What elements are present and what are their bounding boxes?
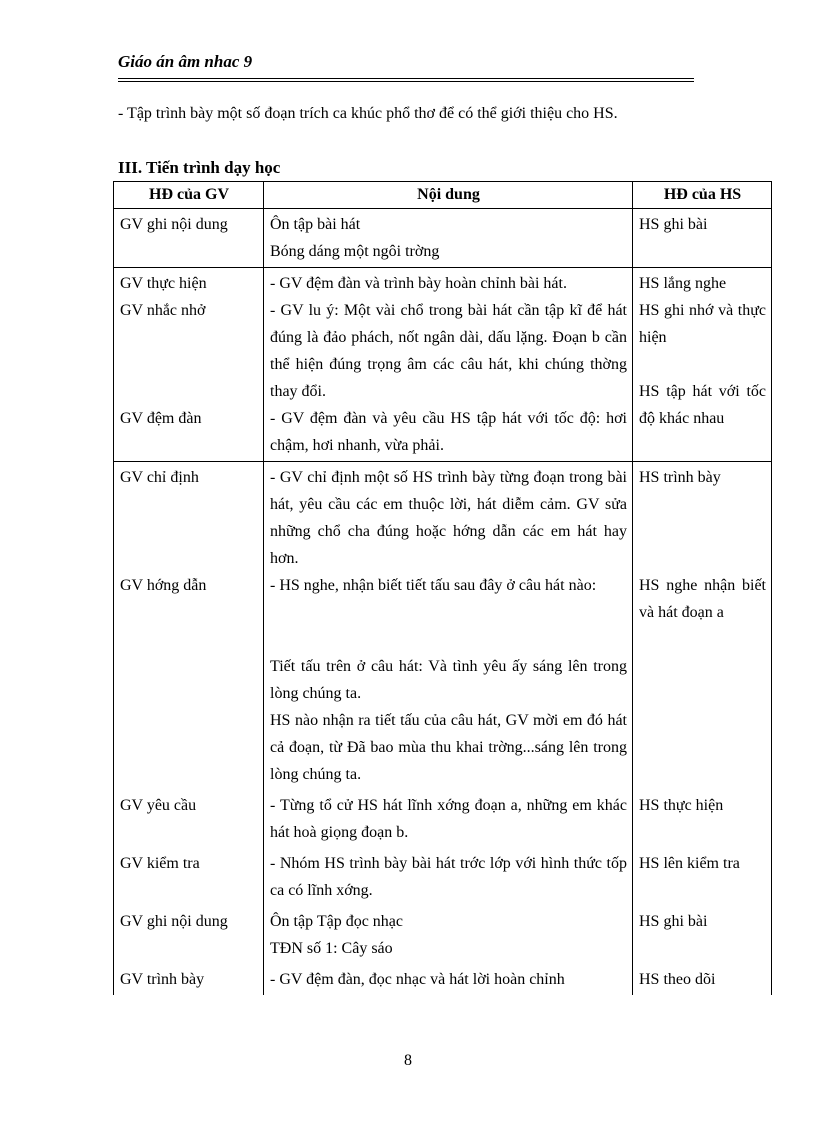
hs-text: HS lên kiểm tra — [639, 855, 740, 872]
hs-cell — [633, 268, 772, 462]
table-row — [114, 848, 772, 906]
content-text: Bóng dáng một ngôi trờng — [270, 243, 440, 260]
gv-cell — [114, 964, 264, 995]
table-row — [114, 964, 772, 995]
hs-text: HS ghi nhớ và thực hiện — [639, 302, 766, 346]
content-text: HS nào nhận ra tiết tấu của câu hát, GV mời em đó hát cả đoạn, từ Đã bao mùa thu khai trờng...sáng lên trong lòng chúng ta. — [270, 712, 627, 783]
lesson-table — [113, 181, 772, 995]
content-text: - GV chỉ định một số HS trình bày từng đoạn trong bài hát, yêu cầu các em thuộc lời, hát diễm cảm. GV sửa những chổ cha đúng hoặc hớng dẫn các em hát hay hơn. — [270, 469, 627, 567]
gv-text: GV trình bày — [120, 971, 205, 988]
gv-text: GV nhắc nhở — [120, 302, 206, 319]
content-cell — [264, 462, 633, 791]
hs-text: HS nghe nhận biết và hát đoạn a — [639, 577, 766, 621]
content-text: - GV đệm đàn và trình bày hoàn chỉnh bài hát. — [270, 275, 567, 292]
table-row — [114, 906, 772, 964]
header-hs: HĐ của HS — [633, 182, 772, 209]
table-row — [114, 790, 772, 848]
header-title: Giáo án âm nhac 9 — [118, 52, 253, 71]
hs-cell — [633, 906, 772, 964]
header-gv: HĐ của GV — [114, 182, 264, 209]
page-number: 8 — [404, 1052, 412, 1069]
hs-spacer — [639, 491, 766, 572]
hs-text: HS ghi bài — [639, 913, 708, 930]
content-text: - GV đệm đàn, đọc nhạc và hát lời hoàn chỉnh — [270, 971, 565, 988]
section-title: III. Tiến trình dạy học — [118, 158, 281, 177]
gv-cell — [114, 268, 264, 462]
hs-text: HS trình bày — [639, 469, 721, 486]
content-text: - GV lu ý: Một vài chổ trong bài hát cần tập kĩ để hát đúng là đảo phách, nốt ngân dài, dấu lặng. Đoạn b cần thể hiện đúng trọng âm các câu hát, khi chúng thờng thay đổi. — [270, 302, 627, 400]
gv-text: GV hớng dẫn — [120, 577, 207, 594]
table-row — [114, 268, 772, 462]
gv-text: GV chỉ định — [120, 469, 199, 486]
gv-text: GV thực hiện — [120, 275, 207, 292]
hs-text: HS lắng nghe — [639, 275, 727, 292]
table-row — [114, 209, 772, 268]
hs-text: HS thực hiện — [639, 797, 724, 814]
content-cell — [264, 906, 633, 964]
content-cell — [264, 790, 633, 848]
content-text: - HS nghe, nhận biết tiết tấu sau đây ở câu hát nào: — [270, 577, 597, 594]
rhythm-figure-area — [270, 599, 627, 653]
gv-cell — [114, 462, 264, 791]
hs-text: HS tập hát với tốc độ khác nhau — [639, 383, 766, 427]
hs-cell — [633, 462, 772, 791]
header-rule-bottom — [118, 81, 694, 82]
header-content: Nội dung — [264, 182, 633, 209]
gv-cell — [114, 906, 264, 964]
content-cell — [264, 964, 633, 995]
hs-cell — [633, 209, 772, 268]
content-text: - GV đệm đàn và yêu cầu HS tập hát với tốc độ: hơi chậm, hơi nhanh, vừa phải. — [270, 410, 627, 454]
gv-text: GV ghi nội dung — [120, 913, 228, 930]
content-cell — [264, 268, 633, 462]
hs-text: HS theo dõi — [639, 971, 716, 988]
hs-cell — [633, 848, 772, 906]
intro-paragraph: - Tập trình bày một số đoạn trích ca khúc phổ thơ để có thể giới thiệu cho HS. — [118, 105, 618, 122]
content-text: Ôn tập bài hát — [270, 216, 361, 233]
table-row — [114, 462, 772, 791]
gv-text: GV yêu cầu — [120, 797, 197, 814]
hs-cell — [633, 790, 772, 848]
content-cell — [264, 848, 633, 906]
gv-cell — [114, 790, 264, 848]
header-rule-top — [118, 78, 694, 79]
gv-spacer — [120, 491, 258, 572]
content-text: - Từng tổ cử HS hát lĩnh xớng đoạn a, những em khác hát hoà giọng đoạn b. — [270, 797, 627, 841]
hs-cell — [633, 964, 772, 995]
gv-spacer — [120, 324, 258, 405]
gv-text: GV ghi nội dung — [120, 216, 228, 233]
content-text: Tiết tấu trên ở câu hát: Và tình yêu ấy sáng lên trong lòng chúng ta. — [270, 658, 627, 702]
gv-cell — [114, 209, 264, 268]
hs-text: HS ghi bài — [639, 216, 708, 233]
page-header — [118, 50, 694, 74]
gv-text: GV kiểm tra — [120, 855, 200, 872]
content-cell — [264, 209, 633, 268]
content-text: Ôn tập Tập đọc nhạc — [270, 913, 403, 930]
content-text: TĐN số 1: Cây sáo — [270, 940, 393, 957]
gv-text: GV đệm đàn — [120, 410, 202, 427]
gv-cell — [114, 848, 264, 906]
content-text: - Nhóm HS trình bày bài hát trớc lớp với hình thức tốp ca có lĩnh xớng. — [270, 855, 627, 899]
table-header-row — [114, 182, 772, 209]
